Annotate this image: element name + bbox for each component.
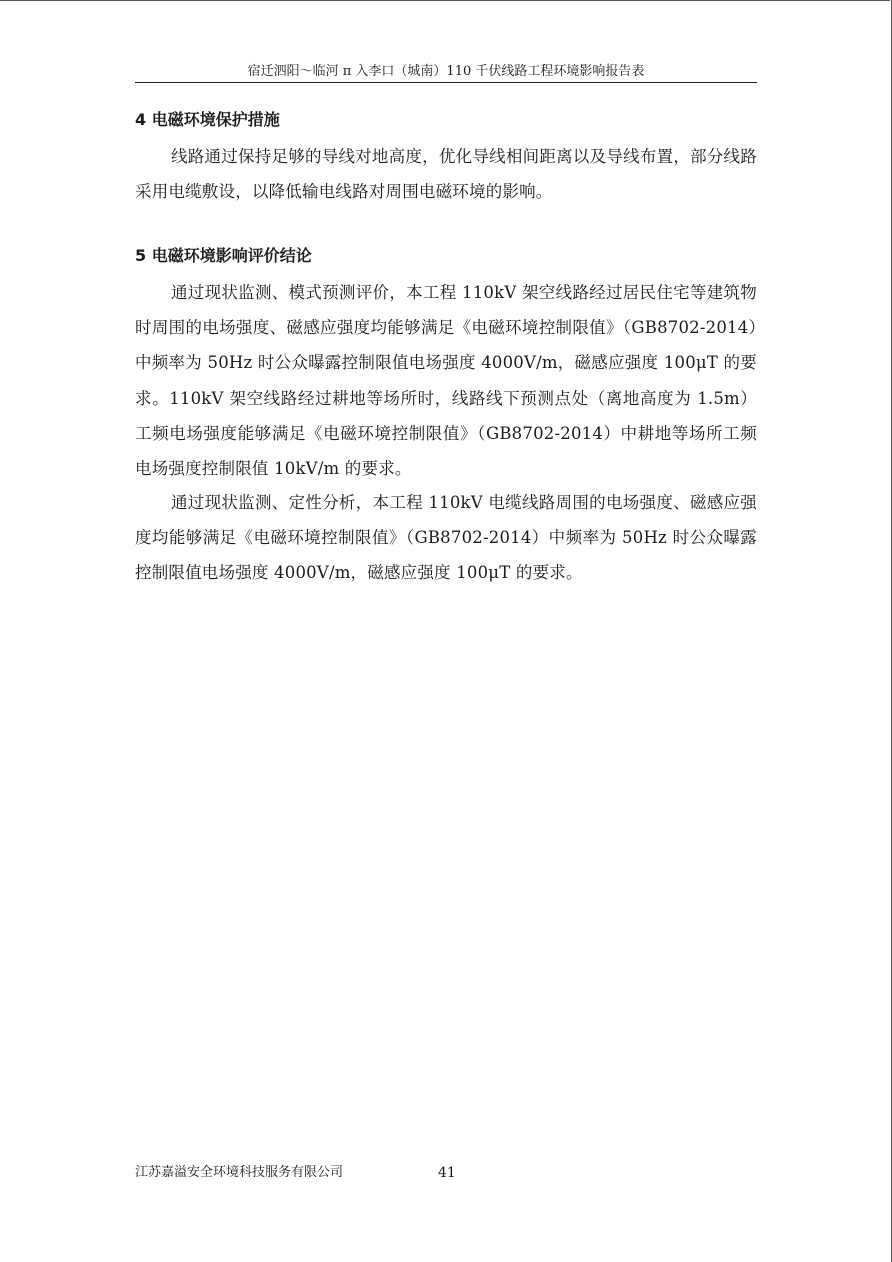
running-header: 宿迁泗阳～临河 π 入李口（城南）110 千伏线路工程环境影响报告表 — [247, 64, 645, 79]
section-4-heading: 4 电磁环境保护措施 — [135, 110, 280, 129]
page-number: 41 — [438, 1165, 456, 1181]
header-rule — [135, 82, 757, 83]
section-5-paragraph-2: 通过现状监测、定性分析，本工程 110kV 电缆线路周围的电场强度、磁感应强度均能够满足《电磁环境控制限值》（GB8702-2014）中频率为 50Hz 时公众曝露控制限值电场强度 4000V/m，磁感应强度 100μT 的要求。 — [135, 493, 757, 583]
section-5-heading: 5 电磁环境影响评价结论 — [135, 246, 312, 265]
page-top-border — [0, 0, 890, 1]
section-4-paragraph-1: 线路通过保持足够的导线对地高度，优化导线相间距离以及导线布置，部分线路采用电缆敷设，以降低输电线路对周围电磁环境的影响。 — [135, 147, 757, 202]
section-5-paragraph-1: 通过现状监测、模式预测评价，本工程 110kV 架空线路经过居民住宅等建筑物时周围的电场强度、磁感应强度均能够满足《电磁环境控制限值》（GB8702-2014）中频率为 50Hz 时公众曝露控制限值电场强度 4000V/m，磁感应强度 100μT 的要求。110kV 架空线路经过耕地等场所时，线路线下预测点处（离地高度为 1.5m）工频电场强度能够满足《电磁环境控制限值》（GB8702-2014）中耕地等场所工频电场强度控制限值 10kV/m 的要求。 — [135, 283, 757, 479]
footer-company: 江苏嘉溢安全环境科技服务有限公司 — [135, 1165, 344, 1180]
